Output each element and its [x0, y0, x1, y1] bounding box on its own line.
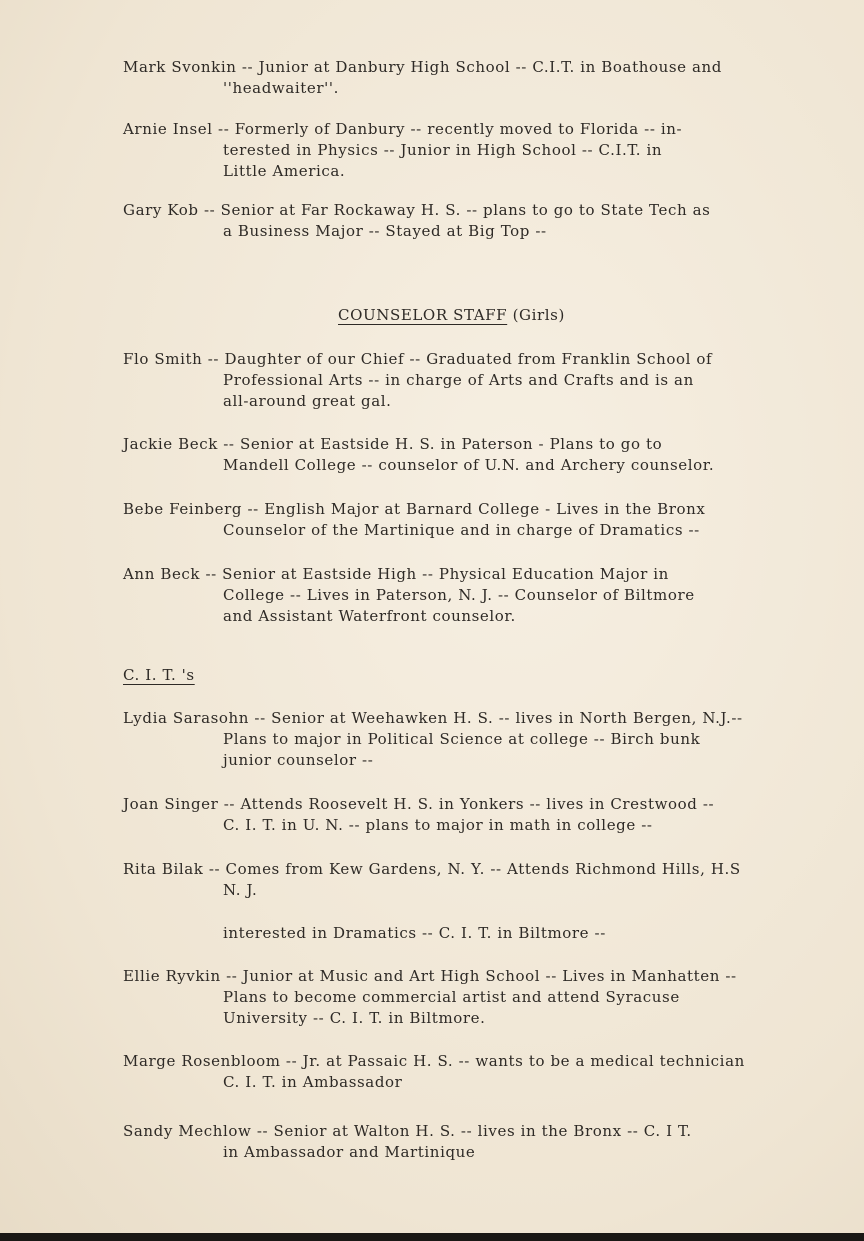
entry-rita-bilak [123, 859, 863, 901]
entry-sandy-mechlow [123, 1121, 863, 1163]
entry-line: C. I. T. in U. N. -- plans to major in math in college -- [223, 816, 653, 834]
entry-ann-beck [123, 564, 863, 627]
entry-flo-smith [123, 349, 863, 412]
entry-line: College -- Lives in Paterson, N. J. -- Counselor of Biltmore [223, 586, 695, 604]
entry-lydia-sarasohn [123, 708, 863, 771]
entry-line: all-around great gal. [223, 392, 392, 410]
entry-line: interested in Dramatics -- C. I. T. in Biltmore -- [223, 924, 606, 942]
entry-line: C. I. T. in Ambassador [223, 1073, 403, 1091]
entry-bebe-feinberg [123, 499, 863, 541]
heading-subtitle: (Girls) [512, 306, 565, 324]
entry-marge-rosenbloom [123, 1051, 863, 1093]
cit-heading [123, 666, 195, 684]
entry-line: Plans to major in Political Science at college -- Birch bunk [223, 730, 701, 748]
entry-arnie-insel [123, 119, 863, 182]
entry-gary-kob [123, 200, 863, 242]
entry-line: N. J. [223, 881, 258, 899]
entry-line: Sandy Mechlow -- Senior at Walton H. S. -- lives in the Bronx -- C. I T. [123, 1122, 692, 1140]
entry-joan-singer [123, 794, 863, 836]
entry-line: ''headwaiter''. [223, 79, 339, 97]
entry-line: Flo Smith -- Daughter of our Chief -- Graduated from Franklin School of [123, 350, 713, 368]
entry-rita-bilak-continued [123, 923, 863, 944]
entry-line: in Ambassador and Martinique [223, 1143, 476, 1161]
entry-line: junior counselor -- [223, 751, 374, 769]
entry-line: Mark Svonkin -- Junior at Danbury High School -- C.I.T. in Boathouse and [123, 58, 723, 76]
entry-mark-svonkin [123, 57, 863, 99]
entry-ellie-ryvkin [123, 966, 863, 1029]
entry-jackie-beck [123, 434, 863, 476]
entry-line: terested in Physics -- Junior in High School -- C.I.T. in [223, 141, 663, 159]
counselor-staff-heading [338, 306, 565, 324]
entry-line: Counselor of the Martinique and in charge of Dramatics -- [223, 521, 700, 539]
entry-line: Ann Beck -- Senior at Eastside High -- Physical Education Major in [123, 565, 669, 583]
entry-line: Arnie Insel -- Formerly of Danbury -- recently moved to Florida -- in- [123, 120, 683, 138]
entry-line: Lydia Sarasohn -- Senior at Weehawken H. S. -- lives in North Bergen, N.J.-- [123, 709, 743, 727]
entry-line: Bebe Feinberg -- English Major at Barnard College - Lives in the Bronx [123, 500, 706, 518]
entry-line: Joan Singer -- Attends Roosevelt H. S. in Yonkers -- lives in Crestwood -- [123, 795, 715, 813]
entry-line: Marge Rosenbloom -- Jr. at Passaic H. S. -- wants to be a medical technician [123, 1052, 745, 1070]
page-bottom-edge [0, 1233, 864, 1241]
entry-line: Gary Kob -- Senior at Far Rockaway H. S. -- plans to go to State Tech as [123, 201, 711, 219]
entry-line: Plans to become commercial artist and attend Syracuse [223, 988, 680, 1006]
entry-line: Jackie Beck -- Senior at Eastside H. S. in Paterson - Plans to go to [123, 435, 663, 453]
heading-title: C. I. T. 's [123, 666, 195, 684]
entry-line: Ellie Ryvkin -- Junior at Music and Art High School -- Lives in Manhatten -- [123, 967, 737, 985]
entry-line: Professional Arts -- in charge of Arts and Crafts and is an [223, 371, 694, 389]
entry-line: a Business Major -- Stayed at Big Top -- [223, 222, 547, 240]
entry-line: Mandell College -- counselor of U.N. and Archery counselor. [223, 456, 715, 474]
entry-line: Little America. [223, 162, 346, 180]
heading-title: COUNSELOR STAFF [338, 306, 508, 324]
entry-line: and Assistant Waterfront counselor. [223, 607, 516, 625]
entry-line: Rita Bilak -- Comes from Kew Gardens, N. Y. -- Attends Richmond Hills, H.S [123, 860, 741, 878]
entry-line: University -- C. I. T. in Biltmore. [223, 1009, 486, 1027]
